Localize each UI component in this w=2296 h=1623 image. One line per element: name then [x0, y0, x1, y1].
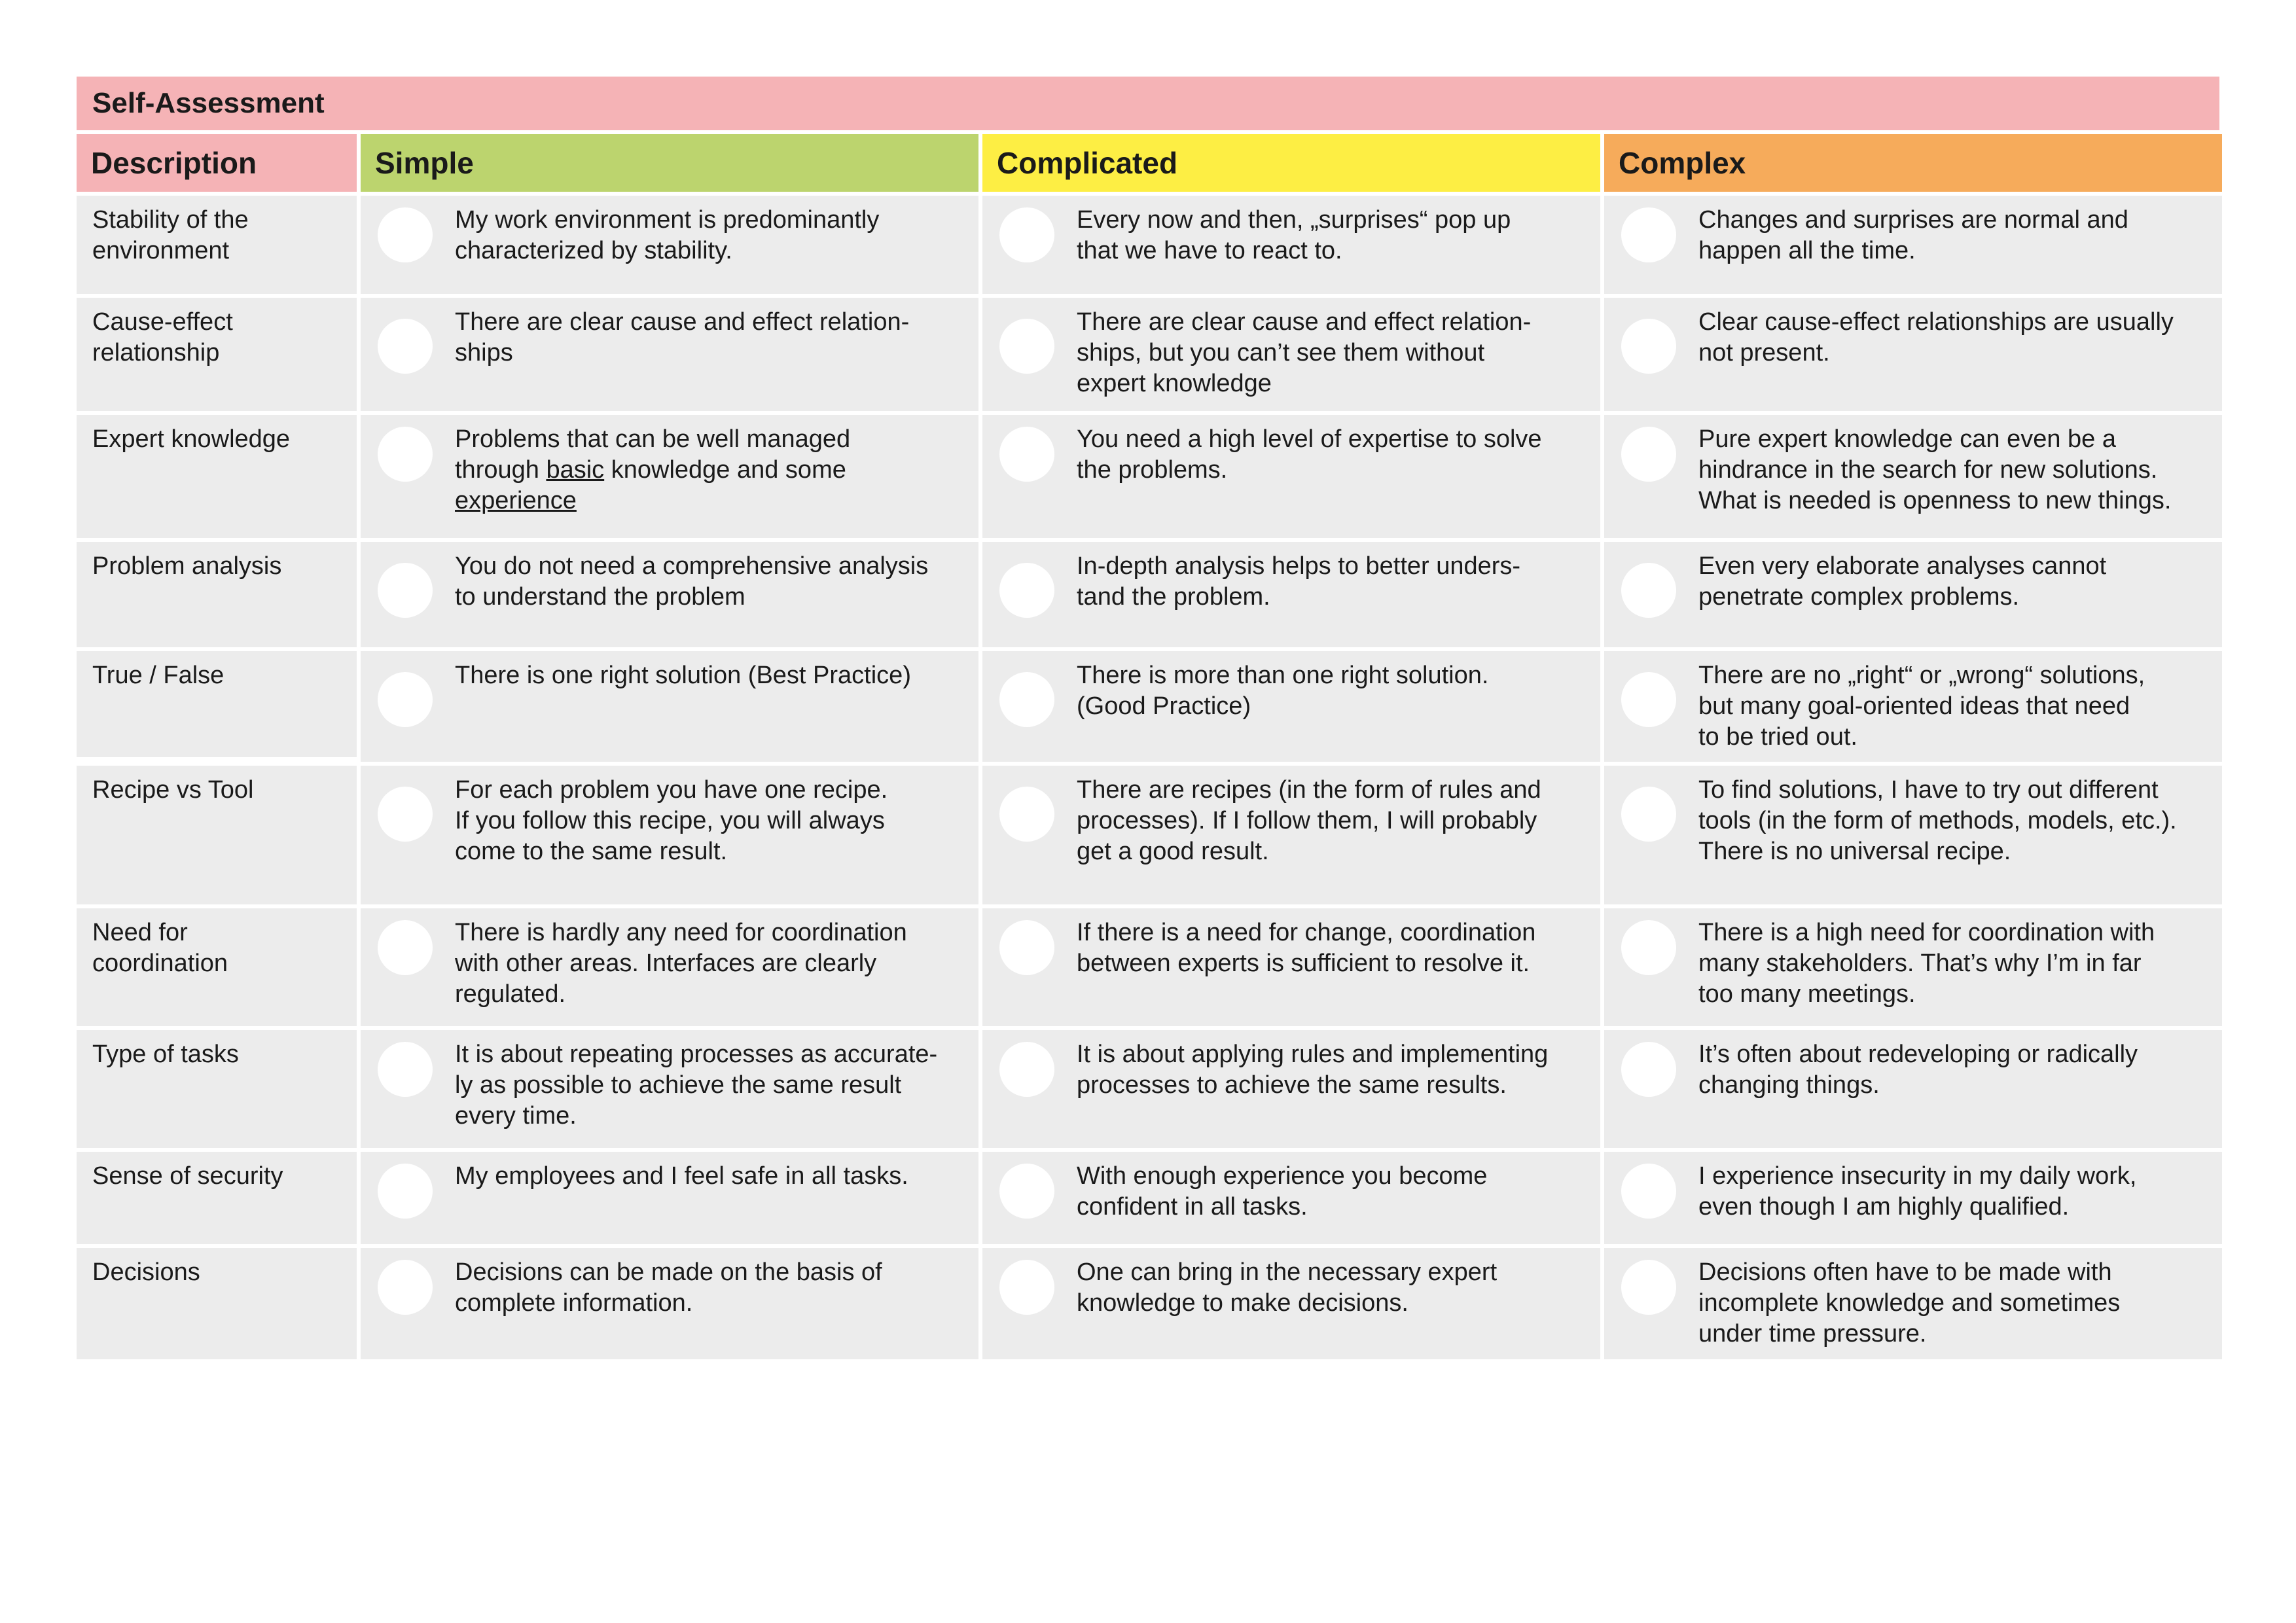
option-complex[interactable] [1604, 542, 2222, 647]
option-text: Even very elaborate analyses cannot penetrate complex problems. [1698, 552, 2107, 611]
radio-button[interactable] [999, 672, 1054, 727]
option-text: One can bring in the necessary expert knowledge to make decisions. [1077, 1258, 1498, 1317]
text-part: Problems that can be well managed through [455, 425, 851, 484]
option-complicated[interactable] [982, 908, 1600, 1026]
radio-button[interactable] [1621, 672, 1676, 727]
radio-button[interactable] [999, 1260, 1054, 1315]
option-complex[interactable] [1604, 1152, 2222, 1244]
radio-button[interactable] [1621, 1260, 1676, 1315]
self-assessment-sheet [77, 77, 2219, 1359]
radio-button[interactable] [1621, 207, 1676, 262]
radio-button[interactable] [378, 920, 433, 975]
radio-button[interactable] [1621, 563, 1676, 618]
option-simple[interactable] [361, 542, 978, 647]
header-complex: Complex [1604, 134, 2222, 192]
radio-button[interactable] [1621, 1042, 1676, 1097]
radio-button[interactable] [378, 787, 433, 842]
radio-button[interactable] [999, 1164, 1054, 1219]
option-complex[interactable] [1604, 651, 2222, 762]
radio-button[interactable] [999, 920, 1054, 975]
row-description: Stability of the environment [77, 196, 357, 294]
radio-button[interactable] [378, 672, 433, 727]
option-text: My employees and I feel safe in all tasks. [455, 1162, 908, 1190]
radio-button[interactable] [999, 207, 1054, 262]
radio-button[interactable] [1621, 920, 1676, 975]
radio-button[interactable] [999, 787, 1054, 842]
radio-button[interactable] [1621, 787, 1676, 842]
row-description: Recipe vs Tool [77, 766, 357, 904]
radio-button[interactable] [378, 1042, 433, 1097]
radio-button[interactable] [999, 563, 1054, 618]
row-description: Need for coordination [77, 908, 357, 1026]
radio-button[interactable] [378, 207, 433, 262]
option-simple[interactable] [361, 766, 978, 904]
radio-button[interactable] [1621, 427, 1676, 482]
option-complicated[interactable] [982, 542, 1600, 647]
option-complicated[interactable] [982, 1248, 1600, 1359]
radio-button[interactable] [378, 319, 433, 374]
option-text: There is more than one right solution. (Good Practice) [1077, 662, 1489, 720]
option-text: I experience insecurity in my daily work, even though I am highly qualified. [1698, 1162, 2137, 1221]
row-description: Sense of security [77, 1152, 357, 1244]
option-text: There is a high need for coordination with many stakeholders. That’s why I’m in far too many meetings. [1698, 919, 2155, 1008]
option-text: Pure expert knowledge can even be a hindrance in the search for new solutions. What is needed is openness to new things. [1698, 425, 2172, 514]
text-part: knowledge and some [611, 456, 846, 484]
option-text: There are clear cause and effect relation- ships [455, 308, 910, 366]
option-text: You do not need a comprehensive analysis to understand the problem [455, 552, 929, 611]
radio-button[interactable] [1621, 1164, 1676, 1219]
radio-button[interactable] [999, 427, 1054, 482]
radio-button[interactable] [999, 319, 1054, 374]
option-simple[interactable] [361, 908, 978, 1026]
radio-button[interactable] [378, 1164, 433, 1219]
option-text [455, 424, 850, 516]
option-text: In-depth analysis helps to better unders- tand the problem. [1077, 552, 1521, 611]
row-description: True / False [77, 651, 357, 757]
radio-button[interactable] [999, 1042, 1054, 1097]
option-text: It is about applying rules and implementing processes to achieve the same results. [1077, 1041, 1549, 1099]
option-simple[interactable] [361, 298, 978, 411]
option-text: Decisions can be made on the basis of complete information. [455, 1258, 882, 1317]
row-description: Type of tasks [77, 1030, 357, 1148]
option-complicated[interactable] [982, 766, 1600, 904]
option-simple[interactable] [361, 651, 978, 762]
option-complicated[interactable] [982, 196, 1600, 294]
underlined-word: basic [546, 456, 605, 484]
row-description: Cause-effect relationship [77, 298, 357, 411]
option-complex[interactable] [1604, 196, 2222, 294]
header-simple: Simple [361, 134, 978, 192]
option-text: Changes and surprises are normal and happen all the time. [1698, 206, 2128, 264]
option-complicated[interactable] [982, 1030, 1600, 1148]
option-text: It’s often about redeveloping or radically changing things. [1698, 1041, 2138, 1099]
option-simple[interactable] [361, 1030, 978, 1148]
option-text: There are clear cause and effect relation- ships, but you can’t see them without expert knowledge [1077, 308, 1532, 397]
option-simple[interactable] [361, 196, 978, 294]
option-text: Every now and then, „surprises“ pop up that we have to react to. [1077, 206, 1511, 264]
option-text: It is about repeating processes as accurate- ly as possible to achieve the same result every time. [455, 1041, 938, 1130]
row-description: Expert knowledge [77, 415, 357, 538]
option-text: To find solutions, I have to try out different tools (in the form of methods, models, etc.). There is no universal recipe. [1698, 776, 2177, 865]
row-description: Decisions [77, 1248, 357, 1359]
radio-button[interactable] [378, 427, 433, 482]
option-complex[interactable] [1604, 298, 2222, 411]
radio-button[interactable] [1621, 319, 1676, 374]
option-text: My work environment is predominantly characterized by stability. [455, 206, 880, 264]
option-complicated[interactable] [982, 415, 1600, 538]
option-text: There are recipes (in the form of rules and processes). If I follow them, I will probably get a good result. [1077, 776, 1541, 865]
option-complex[interactable] [1604, 908, 2222, 1026]
header-description: Description [77, 134, 357, 192]
option-text: There are no „right“ or „wrong“ solutions, but many goal-oriented ideas that need to be tried out. [1698, 662, 2145, 751]
option-simple[interactable] [361, 1152, 978, 1244]
option-simple[interactable] [361, 415, 978, 538]
option-text: You need a high level of expertise to solve the problems. [1077, 425, 1542, 484]
option-simple[interactable] [361, 1248, 978, 1359]
sheet-title: Self-Assessment [77, 77, 2219, 130]
header-complicated: Complicated [982, 134, 1600, 192]
radio-button[interactable] [378, 563, 433, 618]
option-complex[interactable] [1604, 1248, 2222, 1359]
option-text: Clear cause-effect relationships are usually not present. [1698, 308, 2174, 366]
option-text: Decisions often have to be made with incomplete knowledge and sometimes under time pressure. [1698, 1258, 2121, 1347]
radio-button[interactable] [378, 1260, 433, 1315]
option-text: There is one right solution (Best Practice) [455, 662, 911, 689]
option-text: If there is a need for change, coordination between experts is sufficient to resolve it. [1077, 919, 1536, 977]
option-complex[interactable] [1604, 766, 2222, 904]
underlined-word: experience [455, 487, 577, 514]
option-text: There is hardly any need for coordination with other areas. Interfaces are clearly regulated. [455, 919, 907, 1008]
assessment-table [77, 134, 2219, 1359]
option-complicated[interactable] [982, 1152, 1600, 1244]
row-description: Problem analysis [77, 542, 357, 647]
option-text: For each problem you have one recipe. If you follow this recipe, you will always come to the same result. [455, 776, 888, 865]
option-complicated[interactable] [982, 651, 1600, 762]
option-complex[interactable] [1604, 415, 2222, 538]
option-text: With enough experience you become confident in all tasks. [1077, 1162, 1488, 1221]
option-complex[interactable] [1604, 1030, 2222, 1148]
option-complicated[interactable] [982, 298, 1600, 411]
